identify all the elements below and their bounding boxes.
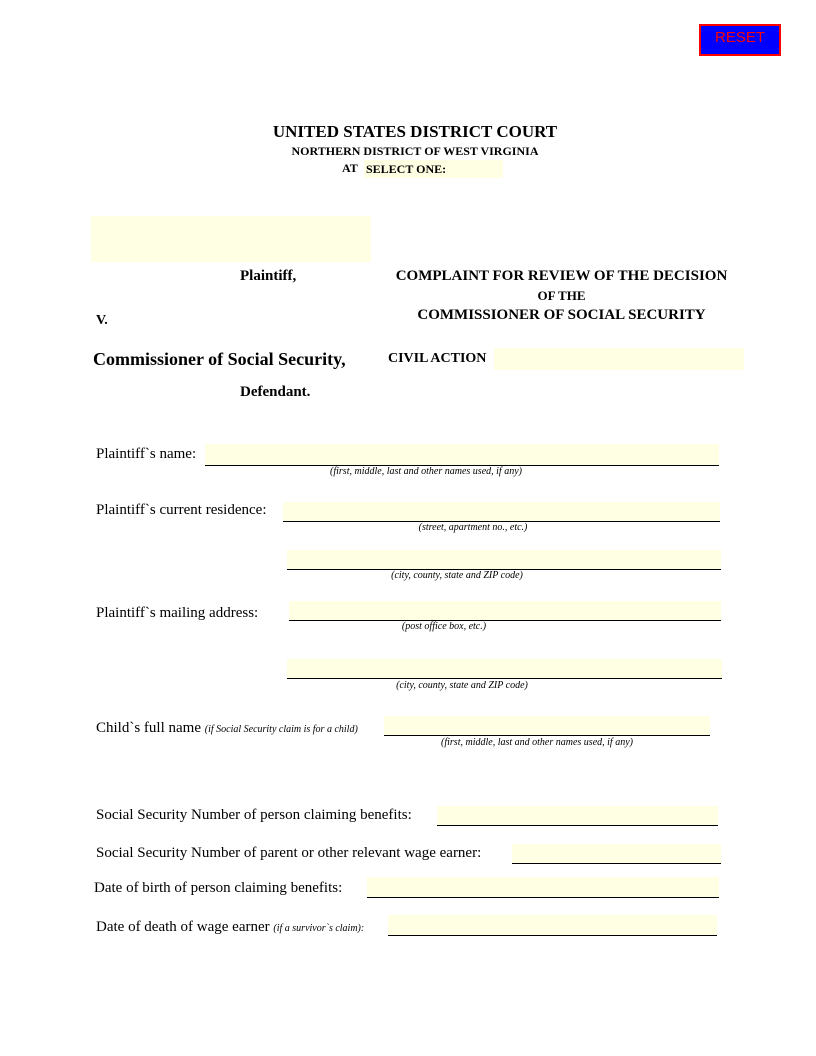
plaintiff-name-input[interactable]	[205, 444, 719, 466]
defendant-name: Commissioner of Social Security,	[93, 349, 346, 369]
civil-action-input[interactable]	[494, 348, 744, 370]
reset-button[interactable]: RESET	[699, 24, 781, 56]
mailing-label: Plaintiff`s mailing address:	[96, 605, 259, 621]
civil-action-label: CIVIL ACTION	[388, 351, 487, 366]
residence-street-input[interactable]	[283, 502, 720, 522]
plaintiff-label: Plaintiff,	[240, 268, 297, 284]
defendant-label: Defendant.	[240, 384, 311, 400]
child-name-note: (if Social Security claim is for a child)	[204, 724, 358, 735]
residence-street-hint: (street, apartment no., etc.)	[418, 522, 528, 533]
dod-note: (if a survivor`s claim):	[273, 923, 365, 934]
mailing-city-input[interactable]	[287, 659, 722, 679]
complaint-title-line3: COMMISSIONER OF SOCIAL SECURITY	[417, 307, 706, 323]
dob-label: Date of birth of person claiming benefits:	[94, 880, 343, 896]
complaint-title-line2: OF THE	[537, 288, 586, 303]
ssn-claimant-input[interactable]	[437, 806, 718, 826]
dod-input[interactable]	[388, 915, 717, 936]
residence-label: Plaintiff`s current residence:	[96, 502, 267, 518]
mailing-po-hint: (post office box, etc.)	[401, 621, 487, 632]
plaintiff-name-hint: (first, middle, last and other names used, if any)	[330, 466, 522, 477]
court-district: NORTHERN DISTRICT OF WEST VIRGINIA	[291, 144, 539, 158]
child-name-input[interactable]	[384, 716, 710, 736]
mailing-city-hint: (city, county, state and ZIP code)	[396, 680, 528, 691]
child-name-hint: (first, middle, last and other names used, if any)	[441, 737, 633, 748]
versus-label: V.	[96, 313, 108, 328]
complaint-title-line1: COMPLAINT FOR REVIEW OF THE DECISION	[395, 268, 728, 284]
ssn-claimant-label: Social Security Number of person claiming benefits:	[96, 807, 412, 823]
division-select[interactable]: SELECT ONE:	[364, 160, 503, 178]
dob-input[interactable]	[367, 877, 719, 898]
mailing-po-input[interactable]	[289, 601, 721, 621]
ssn-parent-input[interactable]	[512, 844, 721, 864]
residence-city-input[interactable]	[287, 550, 721, 570]
court-title: UNITED STATES DISTRICT COURT	[272, 122, 558, 141]
residence-city-hint: (city, county, state and ZIP code)	[391, 570, 523, 581]
at-label: AT	[342, 161, 358, 175]
plaintiff-name-box[interactable]	[91, 216, 371, 262]
child-name-label-text: Child`s full name	[96, 720, 201, 736]
child-name-label	[96, 720, 358, 737]
dod-label-text: Date of death of wage earner	[96, 919, 270, 935]
plaintiff-name-label: Plaintiff`s name:	[96, 446, 197, 462]
dod-label	[96, 919, 364, 936]
ssn-parent-label: Social Security Number of parent or other relevant wage earner:	[96, 845, 482, 861]
